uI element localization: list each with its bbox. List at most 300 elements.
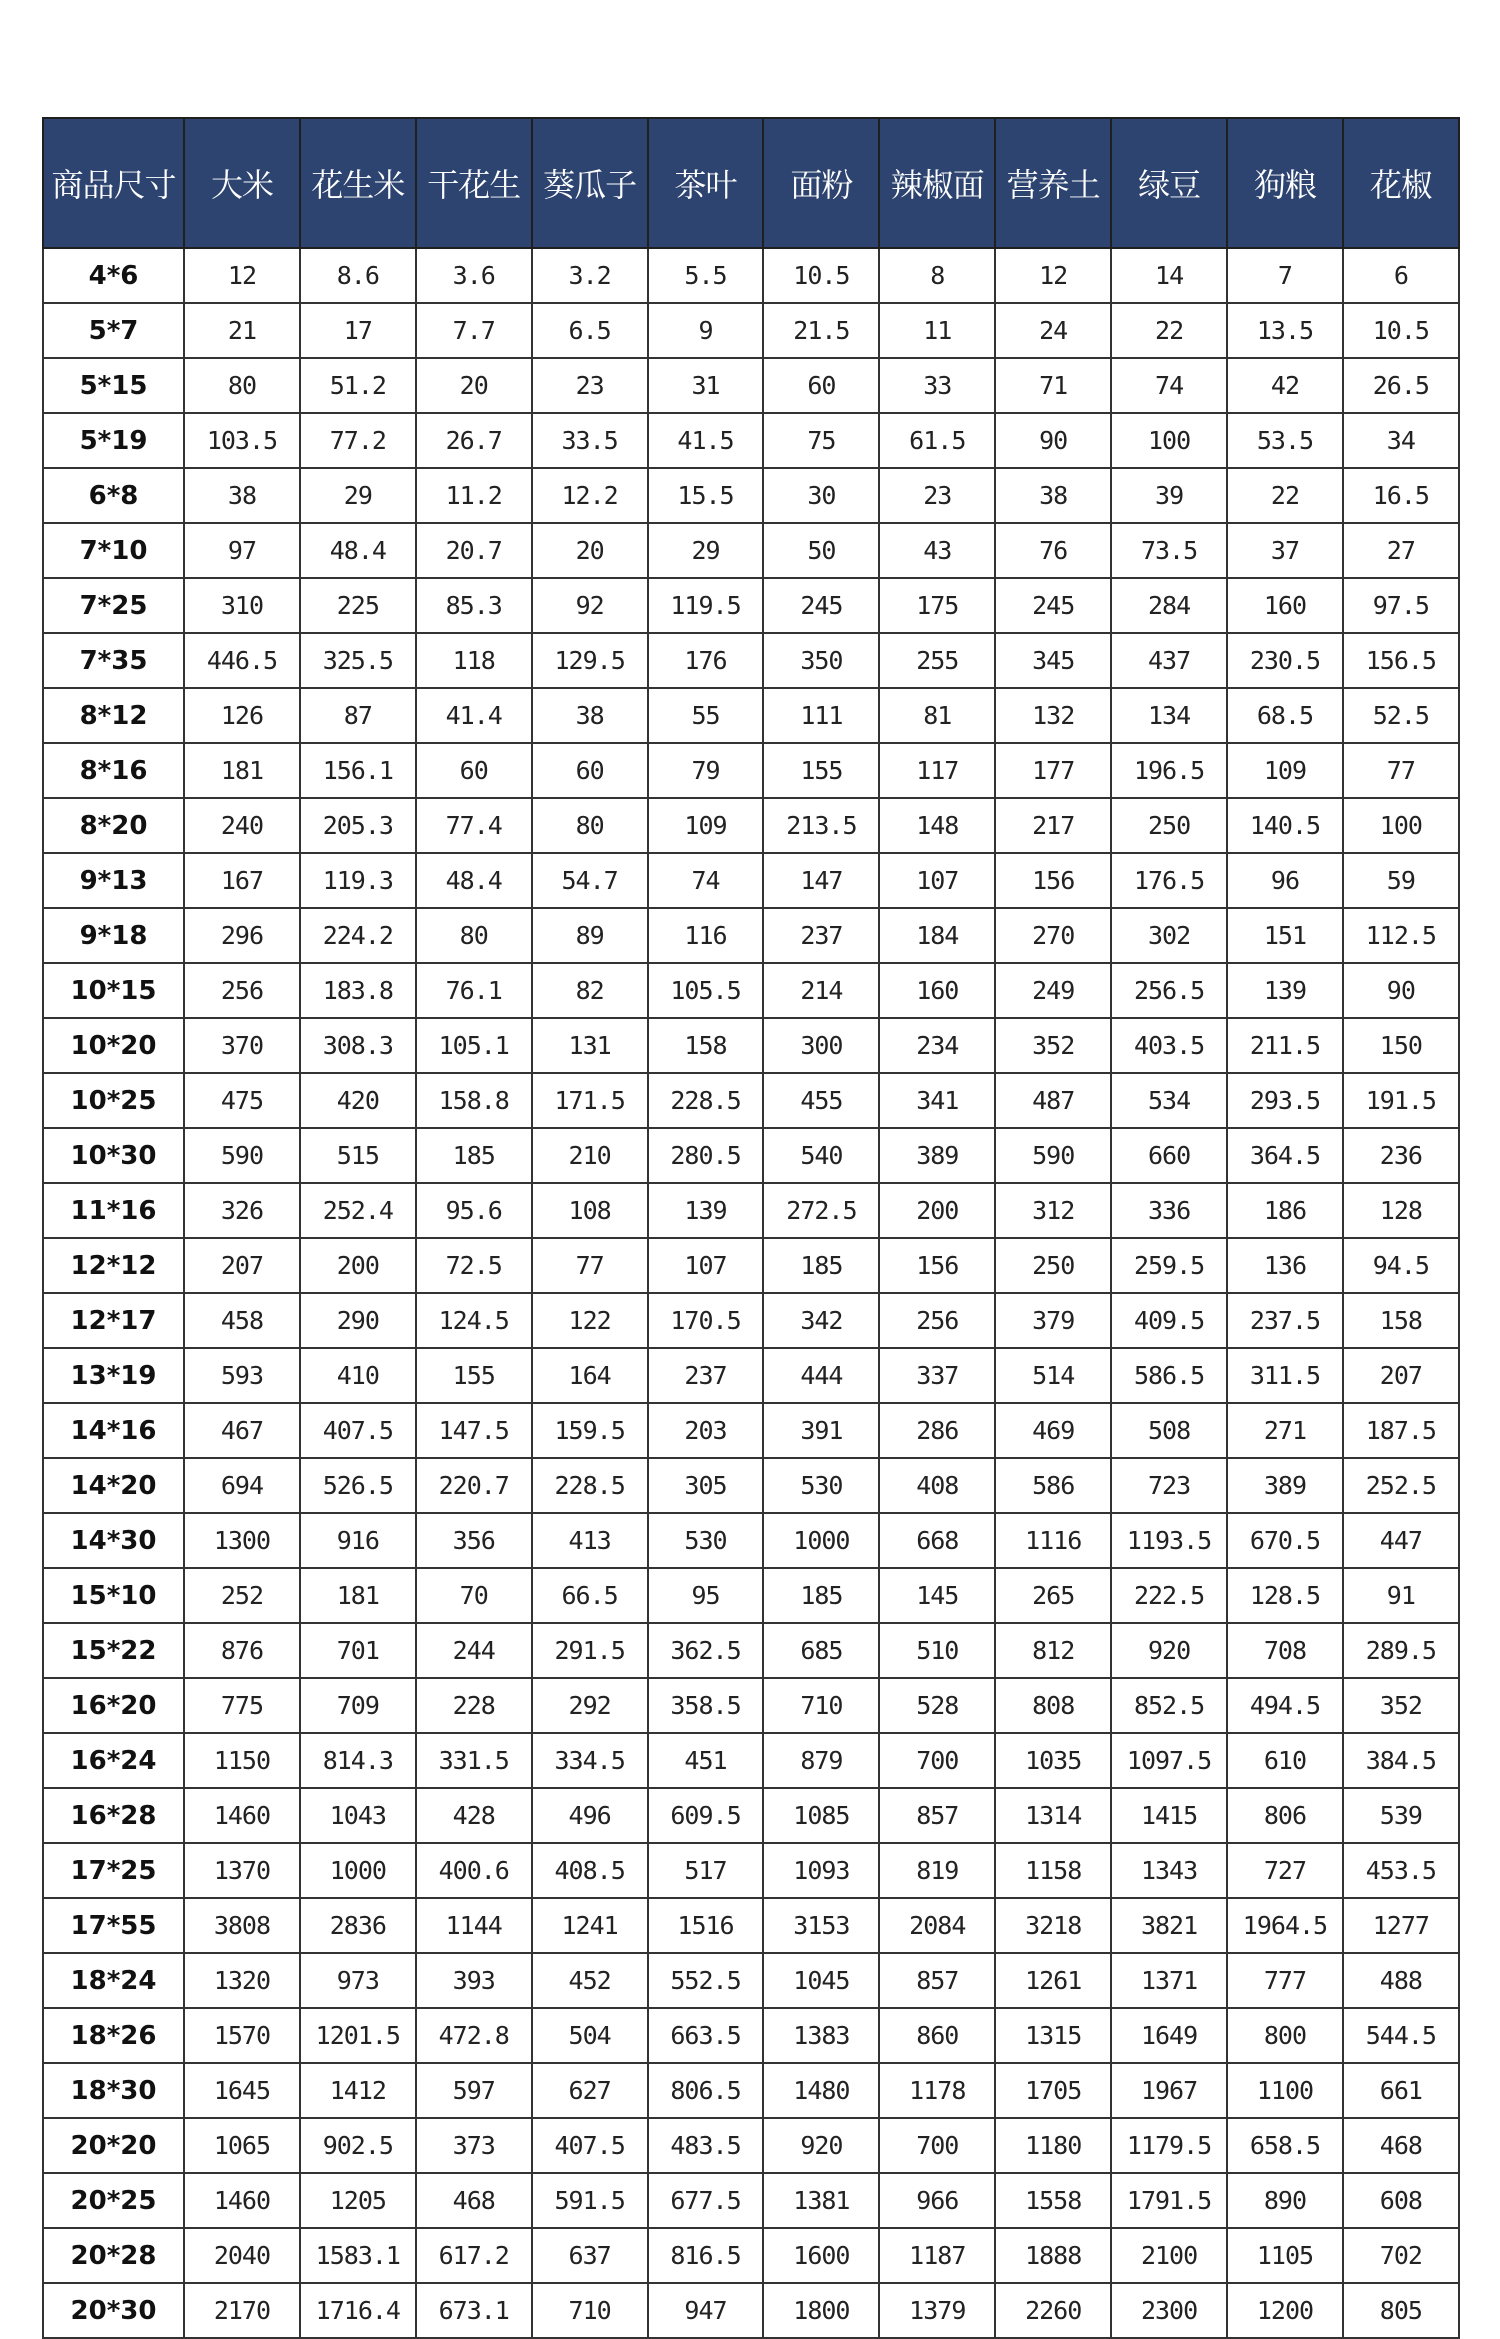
table-row bbox=[43, 2063, 1459, 2118]
value-cell: 48.4 bbox=[416, 853, 532, 908]
table-row bbox=[43, 798, 1459, 853]
value-cell: 494.5 bbox=[1227, 1678, 1343, 1733]
value-cell: 1193.5 bbox=[1111, 1513, 1227, 1568]
value-cell: 160 bbox=[879, 963, 995, 1018]
value-cell: 249 bbox=[995, 963, 1111, 1018]
value-cell: 610 bbox=[1227, 1733, 1343, 1788]
value-cell: 1716.4 bbox=[300, 2283, 416, 2338]
value-cell: 23 bbox=[532, 358, 648, 413]
value-cell: 1093 bbox=[763, 1843, 879, 1898]
size-cell: 16*28 bbox=[43, 1788, 184, 1843]
value-cell: 96 bbox=[1227, 853, 1343, 908]
value-cell: 668 bbox=[879, 1513, 995, 1568]
table-row bbox=[43, 413, 1459, 468]
value-cell: 213.5 bbox=[763, 798, 879, 853]
value-cell: 155 bbox=[416, 1348, 532, 1403]
value-cell: 175 bbox=[879, 578, 995, 633]
value-cell: 156 bbox=[995, 853, 1111, 908]
value-cell: 38 bbox=[995, 468, 1111, 523]
value-cell: 185 bbox=[763, 1568, 879, 1623]
value-cell: 310 bbox=[184, 578, 300, 633]
value-cell: 446.5 bbox=[184, 633, 300, 688]
value-cell: 225 bbox=[300, 578, 416, 633]
value-cell: 210 bbox=[532, 1128, 648, 1183]
value-cell: 237 bbox=[648, 1348, 764, 1403]
size-cell: 5*7 bbox=[43, 303, 184, 358]
value-cell: 530 bbox=[763, 1458, 879, 1513]
value-cell: 176 bbox=[648, 633, 764, 688]
size-cell: 5*19 bbox=[43, 413, 184, 468]
value-cell: 816.5 bbox=[648, 2228, 764, 2283]
value-cell: 1200 bbox=[1227, 2283, 1343, 2338]
value-cell: 147.5 bbox=[416, 1403, 532, 1458]
value-cell: 2170 bbox=[184, 2283, 300, 2338]
value-cell: 291.5 bbox=[532, 1623, 648, 1678]
value-cell: 552.5 bbox=[648, 1953, 764, 2008]
table-row bbox=[43, 248, 1459, 303]
value-cell: 350 bbox=[763, 633, 879, 688]
table-row bbox=[43, 2008, 1459, 2063]
value-cell: 305 bbox=[648, 1458, 764, 1513]
value-cell: 700 bbox=[879, 2118, 995, 2173]
value-cell: 1705 bbox=[995, 2063, 1111, 2118]
table-row bbox=[43, 1623, 1459, 1678]
value-cell: 181 bbox=[300, 1568, 416, 1623]
value-cell: 85.3 bbox=[416, 578, 532, 633]
size-cell: 8*16 bbox=[43, 743, 184, 798]
value-cell: 517 bbox=[648, 1843, 764, 1898]
value-cell: 159.5 bbox=[532, 1403, 648, 1458]
value-cell: 41.5 bbox=[648, 413, 764, 468]
value-cell: 122 bbox=[532, 1293, 648, 1348]
value-cell: 311.5 bbox=[1227, 1348, 1343, 1403]
value-cell: 902.5 bbox=[300, 2118, 416, 2173]
value-cell: 77.4 bbox=[416, 798, 532, 853]
table-row bbox=[43, 1018, 1459, 1073]
value-cell: 1967 bbox=[1111, 2063, 1227, 2118]
value-cell: 119.5 bbox=[648, 578, 764, 633]
value-cell: 876 bbox=[184, 1623, 300, 1678]
value-cell: 94.5 bbox=[1343, 1238, 1459, 1293]
value-cell: 973 bbox=[300, 1953, 416, 2008]
value-cell: 1371 bbox=[1111, 1953, 1227, 2008]
value-cell: 345 bbox=[995, 633, 1111, 688]
table-row bbox=[43, 1403, 1459, 1458]
value-cell: 1383 bbox=[763, 2008, 879, 2063]
value-cell: 1179.5 bbox=[1111, 2118, 1227, 2173]
table-row bbox=[43, 2283, 1459, 2338]
size-cell: 9*13 bbox=[43, 853, 184, 908]
value-cell: 105.5 bbox=[648, 963, 764, 1018]
value-cell: 860 bbox=[879, 2008, 995, 2063]
value-cell: 428 bbox=[416, 1788, 532, 1843]
value-cell: 41.4 bbox=[416, 688, 532, 743]
value-cell: 514 bbox=[995, 1348, 1111, 1403]
value-cell: 90 bbox=[1343, 963, 1459, 1018]
value-cell: 97.5 bbox=[1343, 578, 1459, 633]
size-cell: 14*16 bbox=[43, 1403, 184, 1458]
value-cell: 164 bbox=[532, 1348, 648, 1403]
value-cell: 326 bbox=[184, 1183, 300, 1238]
value-cell: 670.5 bbox=[1227, 1513, 1343, 1568]
header-product: 茶叶 bbox=[648, 118, 764, 248]
size-cell: 5*15 bbox=[43, 358, 184, 413]
size-cell: 17*55 bbox=[43, 1898, 184, 1953]
value-cell: 617.2 bbox=[416, 2228, 532, 2283]
value-cell: 312 bbox=[995, 1183, 1111, 1238]
header-product: 辣椒面 bbox=[879, 118, 995, 248]
value-cell: 1583.1 bbox=[300, 2228, 416, 2283]
value-cell: 1277 bbox=[1343, 1898, 1459, 1953]
value-cell: 259.5 bbox=[1111, 1238, 1227, 1293]
value-cell: 289.5 bbox=[1343, 1623, 1459, 1678]
value-cell: 38 bbox=[532, 688, 648, 743]
value-cell: 663.5 bbox=[648, 2008, 764, 2063]
value-cell: 468 bbox=[416, 2173, 532, 2228]
value-cell: 167 bbox=[184, 853, 300, 908]
value-cell: 540 bbox=[763, 1128, 879, 1183]
value-cell: 508 bbox=[1111, 1403, 1227, 1458]
value-cell: 128.5 bbox=[1227, 1568, 1343, 1623]
value-cell: 1314 bbox=[995, 1788, 1111, 1843]
value-cell: 1045 bbox=[763, 1953, 879, 2008]
value-cell: 207 bbox=[1343, 1348, 1459, 1403]
value-cell: 468 bbox=[1343, 2118, 1459, 2173]
value-cell: 185 bbox=[763, 1238, 879, 1293]
value-cell: 52.5 bbox=[1343, 688, 1459, 743]
value-cell: 217 bbox=[995, 798, 1111, 853]
value-cell: 228 bbox=[416, 1678, 532, 1733]
value-cell: 857 bbox=[879, 1953, 995, 2008]
value-cell: 156.5 bbox=[1343, 633, 1459, 688]
value-cell: 437 bbox=[1111, 633, 1227, 688]
size-cell: 16*24 bbox=[43, 1733, 184, 1788]
value-cell: 119.3 bbox=[300, 853, 416, 908]
table-row bbox=[43, 963, 1459, 1018]
value-cell: 74 bbox=[1111, 358, 1227, 413]
value-cell: 108 bbox=[532, 1183, 648, 1238]
value-cell: 708 bbox=[1227, 1623, 1343, 1678]
value-cell: 806 bbox=[1227, 1788, 1343, 1843]
table-row bbox=[43, 1293, 1459, 1348]
value-cell: 145 bbox=[879, 1568, 995, 1623]
value-cell: 176.5 bbox=[1111, 853, 1227, 908]
value-cell: 79 bbox=[648, 743, 764, 798]
value-cell: 1516 bbox=[648, 1898, 764, 1953]
value-cell: 586.5 bbox=[1111, 1348, 1227, 1403]
table-row bbox=[43, 633, 1459, 688]
value-cell: 109 bbox=[1227, 743, 1343, 798]
value-cell: 1144 bbox=[416, 1898, 532, 1953]
value-cell: 51.2 bbox=[300, 358, 416, 413]
value-cell: 1085 bbox=[763, 1788, 879, 1843]
value-cell: 245 bbox=[995, 578, 1111, 633]
size-cell: 20*30 bbox=[43, 2283, 184, 2338]
value-cell: 91 bbox=[1343, 1568, 1459, 1623]
value-cell: 60 bbox=[416, 743, 532, 798]
value-cell: 77 bbox=[1343, 743, 1459, 798]
header-product: 花椒 bbox=[1343, 118, 1459, 248]
size-cell: 17*25 bbox=[43, 1843, 184, 1898]
value-cell: 151 bbox=[1227, 908, 1343, 963]
value-cell: 228.5 bbox=[648, 1073, 764, 1128]
size-cell: 8*12 bbox=[43, 688, 184, 743]
value-cell: 76 bbox=[995, 523, 1111, 578]
value-cell: 10.5 bbox=[763, 248, 879, 303]
size-cell: 10*20 bbox=[43, 1018, 184, 1073]
size-cell: 10*15 bbox=[43, 963, 184, 1018]
value-cell: 528 bbox=[879, 1678, 995, 1733]
value-cell: 1065 bbox=[184, 2118, 300, 2173]
size-cell: 12*12 bbox=[43, 1238, 184, 1293]
value-cell: 1645 bbox=[184, 2063, 300, 2118]
value-cell: 200 bbox=[879, 1183, 995, 1238]
value-cell: 109 bbox=[648, 798, 764, 853]
value-cell: 364.5 bbox=[1227, 1128, 1343, 1183]
value-cell: 336 bbox=[1111, 1183, 1227, 1238]
value-cell: 27 bbox=[1343, 523, 1459, 578]
table-row bbox=[43, 358, 1459, 413]
value-cell: 819 bbox=[879, 1843, 995, 1898]
value-cell: 966 bbox=[879, 2173, 995, 2228]
value-cell: 29 bbox=[648, 523, 764, 578]
value-cell: 211.5 bbox=[1227, 1018, 1343, 1073]
value-cell: 408 bbox=[879, 1458, 995, 1513]
value-cell: 1415 bbox=[1111, 1788, 1227, 1843]
value-cell: 637 bbox=[532, 2228, 648, 2283]
value-cell: 244 bbox=[416, 1623, 532, 1678]
value-cell: 341 bbox=[879, 1073, 995, 1128]
value-cell: 1261 bbox=[995, 1953, 1111, 2008]
value-cell: 73.5 bbox=[1111, 523, 1227, 578]
value-cell: 1600 bbox=[763, 2228, 879, 2283]
table-header-row bbox=[43, 118, 1459, 248]
value-cell: 181 bbox=[184, 743, 300, 798]
size-cell: 20*25 bbox=[43, 2173, 184, 2228]
value-cell: 20.7 bbox=[416, 523, 532, 578]
value-cell: 3.6 bbox=[416, 248, 532, 303]
value-cell: 17 bbox=[300, 303, 416, 358]
value-cell: 280.5 bbox=[648, 1128, 764, 1183]
value-cell: 207 bbox=[184, 1238, 300, 1293]
value-cell: 608 bbox=[1343, 2173, 1459, 2228]
value-cell: 156 bbox=[879, 1238, 995, 1293]
value-cell: 117 bbox=[879, 743, 995, 798]
value-cell: 356 bbox=[416, 1513, 532, 1568]
header-product: 大米 bbox=[184, 118, 300, 248]
value-cell: 1460 bbox=[184, 1788, 300, 1843]
value-cell: 89 bbox=[532, 908, 648, 963]
value-cell: 3218 bbox=[995, 1898, 1111, 1953]
value-cell: 487 bbox=[995, 1073, 1111, 1128]
value-cell: 103.5 bbox=[184, 413, 300, 468]
value-cell: 410 bbox=[300, 1348, 416, 1403]
value-cell: 920 bbox=[763, 2118, 879, 2173]
value-cell: 128 bbox=[1343, 1183, 1459, 1238]
value-cell: 80 bbox=[184, 358, 300, 413]
value-cell: 1791.5 bbox=[1111, 2173, 1227, 2228]
size-cell: 4*6 bbox=[43, 248, 184, 303]
value-cell: 82 bbox=[532, 963, 648, 1018]
value-cell: 43 bbox=[879, 523, 995, 578]
value-cell: 158.8 bbox=[416, 1073, 532, 1128]
value-cell: 710 bbox=[763, 1678, 879, 1733]
value-cell: 112.5 bbox=[1343, 908, 1459, 963]
value-cell: 700 bbox=[879, 1733, 995, 1788]
value-cell: 947 bbox=[648, 2283, 764, 2338]
value-cell: 808 bbox=[995, 1678, 1111, 1733]
value-cell: 205.3 bbox=[300, 798, 416, 853]
value-cell: 250 bbox=[995, 1238, 1111, 1293]
value-cell: 677.5 bbox=[648, 2173, 764, 2228]
value-cell: 11 bbox=[879, 303, 995, 358]
value-cell: 389 bbox=[879, 1128, 995, 1183]
value-cell: 284 bbox=[1111, 578, 1227, 633]
value-cell: 77 bbox=[532, 1238, 648, 1293]
value-cell: 60 bbox=[532, 743, 648, 798]
value-cell: 591.5 bbox=[532, 2173, 648, 2228]
value-cell: 1558 bbox=[995, 2173, 1111, 2228]
value-cell: 709 bbox=[300, 1678, 416, 1733]
value-cell: 727 bbox=[1227, 1843, 1343, 1898]
header-product: 葵瓜子 bbox=[532, 118, 648, 248]
value-cell: 3821 bbox=[1111, 1898, 1227, 1953]
value-cell: 590 bbox=[184, 1128, 300, 1183]
value-cell: 270 bbox=[995, 908, 1111, 963]
value-cell: 775 bbox=[184, 1678, 300, 1733]
value-cell: 220.7 bbox=[416, 1458, 532, 1513]
value-cell: 1800 bbox=[763, 2283, 879, 2338]
value-cell: 228.5 bbox=[532, 1458, 648, 1513]
value-cell: 24 bbox=[995, 303, 1111, 358]
value-cell: 723 bbox=[1111, 1458, 1227, 1513]
size-cell: 13*19 bbox=[43, 1348, 184, 1403]
value-cell: 34 bbox=[1343, 413, 1459, 468]
size-cell: 14*20 bbox=[43, 1458, 184, 1513]
value-cell: 916 bbox=[300, 1513, 416, 1568]
value-cell: 100 bbox=[1111, 413, 1227, 468]
value-cell: 22 bbox=[1111, 303, 1227, 358]
value-cell: 132 bbox=[995, 688, 1111, 743]
value-cell: 196.5 bbox=[1111, 743, 1227, 798]
value-cell: 105.1 bbox=[416, 1018, 532, 1073]
value-cell: 256.5 bbox=[1111, 963, 1227, 1018]
value-cell: 224.2 bbox=[300, 908, 416, 963]
header-product: 花生米 bbox=[300, 118, 416, 248]
value-cell: 530 bbox=[648, 1513, 764, 1568]
table-row bbox=[43, 1788, 1459, 1843]
value-cell: 701 bbox=[300, 1623, 416, 1678]
value-cell: 286 bbox=[879, 1403, 995, 1458]
value-cell: 407.5 bbox=[532, 2118, 648, 2173]
value-cell: 1320 bbox=[184, 1953, 300, 2008]
value-cell: 107 bbox=[648, 1238, 764, 1293]
size-cell: 7*35 bbox=[43, 633, 184, 688]
value-cell: 6.5 bbox=[532, 303, 648, 358]
value-cell: 8.6 bbox=[300, 248, 416, 303]
value-cell: 129.5 bbox=[532, 633, 648, 688]
value-cell: 131 bbox=[532, 1018, 648, 1073]
value-cell: 200 bbox=[300, 1238, 416, 1293]
value-cell: 53.5 bbox=[1227, 413, 1343, 468]
value-cell: 30 bbox=[763, 468, 879, 523]
header-product: 绿豆 bbox=[1111, 118, 1227, 248]
value-cell: 255 bbox=[879, 633, 995, 688]
value-cell: 171.5 bbox=[532, 1073, 648, 1128]
value-cell: 2836 bbox=[300, 1898, 416, 1953]
table-row bbox=[43, 1843, 1459, 1898]
value-cell: 389 bbox=[1227, 1458, 1343, 1513]
value-cell: 126 bbox=[184, 688, 300, 743]
value-cell: 483.5 bbox=[648, 2118, 764, 2173]
value-cell: 191.5 bbox=[1343, 1073, 1459, 1128]
value-cell: 61.5 bbox=[879, 413, 995, 468]
value-cell: 250 bbox=[1111, 798, 1227, 853]
table-row bbox=[43, 2173, 1459, 2228]
value-cell: 156.1 bbox=[300, 743, 416, 798]
value-cell: 467 bbox=[184, 1403, 300, 1458]
value-cell: 7 bbox=[1227, 248, 1343, 303]
value-cell: 673.1 bbox=[416, 2283, 532, 2338]
value-cell: 342 bbox=[763, 1293, 879, 1348]
value-cell: 590 bbox=[995, 1128, 1111, 1183]
value-cell: 50 bbox=[763, 523, 879, 578]
value-cell: 60 bbox=[763, 358, 879, 413]
value-cell: 140.5 bbox=[1227, 798, 1343, 853]
value-cell: 87 bbox=[300, 688, 416, 743]
header-product: 狗粮 bbox=[1227, 118, 1343, 248]
value-cell: 373 bbox=[416, 2118, 532, 2173]
value-cell: 890 bbox=[1227, 2173, 1343, 2228]
value-cell: 452 bbox=[532, 1953, 648, 2008]
value-cell: 92 bbox=[532, 578, 648, 633]
value-cell: 1241 bbox=[532, 1898, 648, 1953]
value-cell: 252.4 bbox=[300, 1183, 416, 1238]
value-cell: 9 bbox=[648, 303, 764, 358]
value-cell: 81 bbox=[879, 688, 995, 743]
header-size: 商品尺寸 bbox=[43, 118, 184, 248]
value-cell: 236 bbox=[1343, 1128, 1459, 1183]
value-cell: 1178 bbox=[879, 2063, 995, 2118]
size-cell: 8*20 bbox=[43, 798, 184, 853]
value-cell: 331.5 bbox=[416, 1733, 532, 1788]
value-cell: 420 bbox=[300, 1073, 416, 1128]
value-cell: 75 bbox=[763, 413, 879, 468]
value-cell: 1460 bbox=[184, 2173, 300, 2228]
value-cell: 391 bbox=[763, 1403, 879, 1458]
size-cell: 10*30 bbox=[43, 1128, 184, 1183]
value-cell: 852.5 bbox=[1111, 1678, 1227, 1733]
value-cell: 107 bbox=[879, 853, 995, 908]
table-row bbox=[43, 523, 1459, 578]
value-cell: 710 bbox=[532, 2283, 648, 2338]
value-cell: 97 bbox=[184, 523, 300, 578]
value-cell: 170.5 bbox=[648, 1293, 764, 1348]
value-cell: 777 bbox=[1227, 1953, 1343, 2008]
size-cell: 18*24 bbox=[43, 1953, 184, 2008]
value-cell: 1000 bbox=[300, 1843, 416, 1898]
value-cell: 1097.5 bbox=[1111, 1733, 1227, 1788]
value-cell: 90 bbox=[995, 413, 1111, 468]
value-cell: 185 bbox=[416, 1128, 532, 1183]
value-cell: 2084 bbox=[879, 1898, 995, 1953]
value-cell: 15.5 bbox=[648, 468, 764, 523]
value-cell: 384.5 bbox=[1343, 1733, 1459, 1788]
value-cell: 116 bbox=[648, 908, 764, 963]
value-cell: 593 bbox=[184, 1348, 300, 1403]
value-cell: 475 bbox=[184, 1073, 300, 1128]
value-cell: 334.5 bbox=[532, 1733, 648, 1788]
